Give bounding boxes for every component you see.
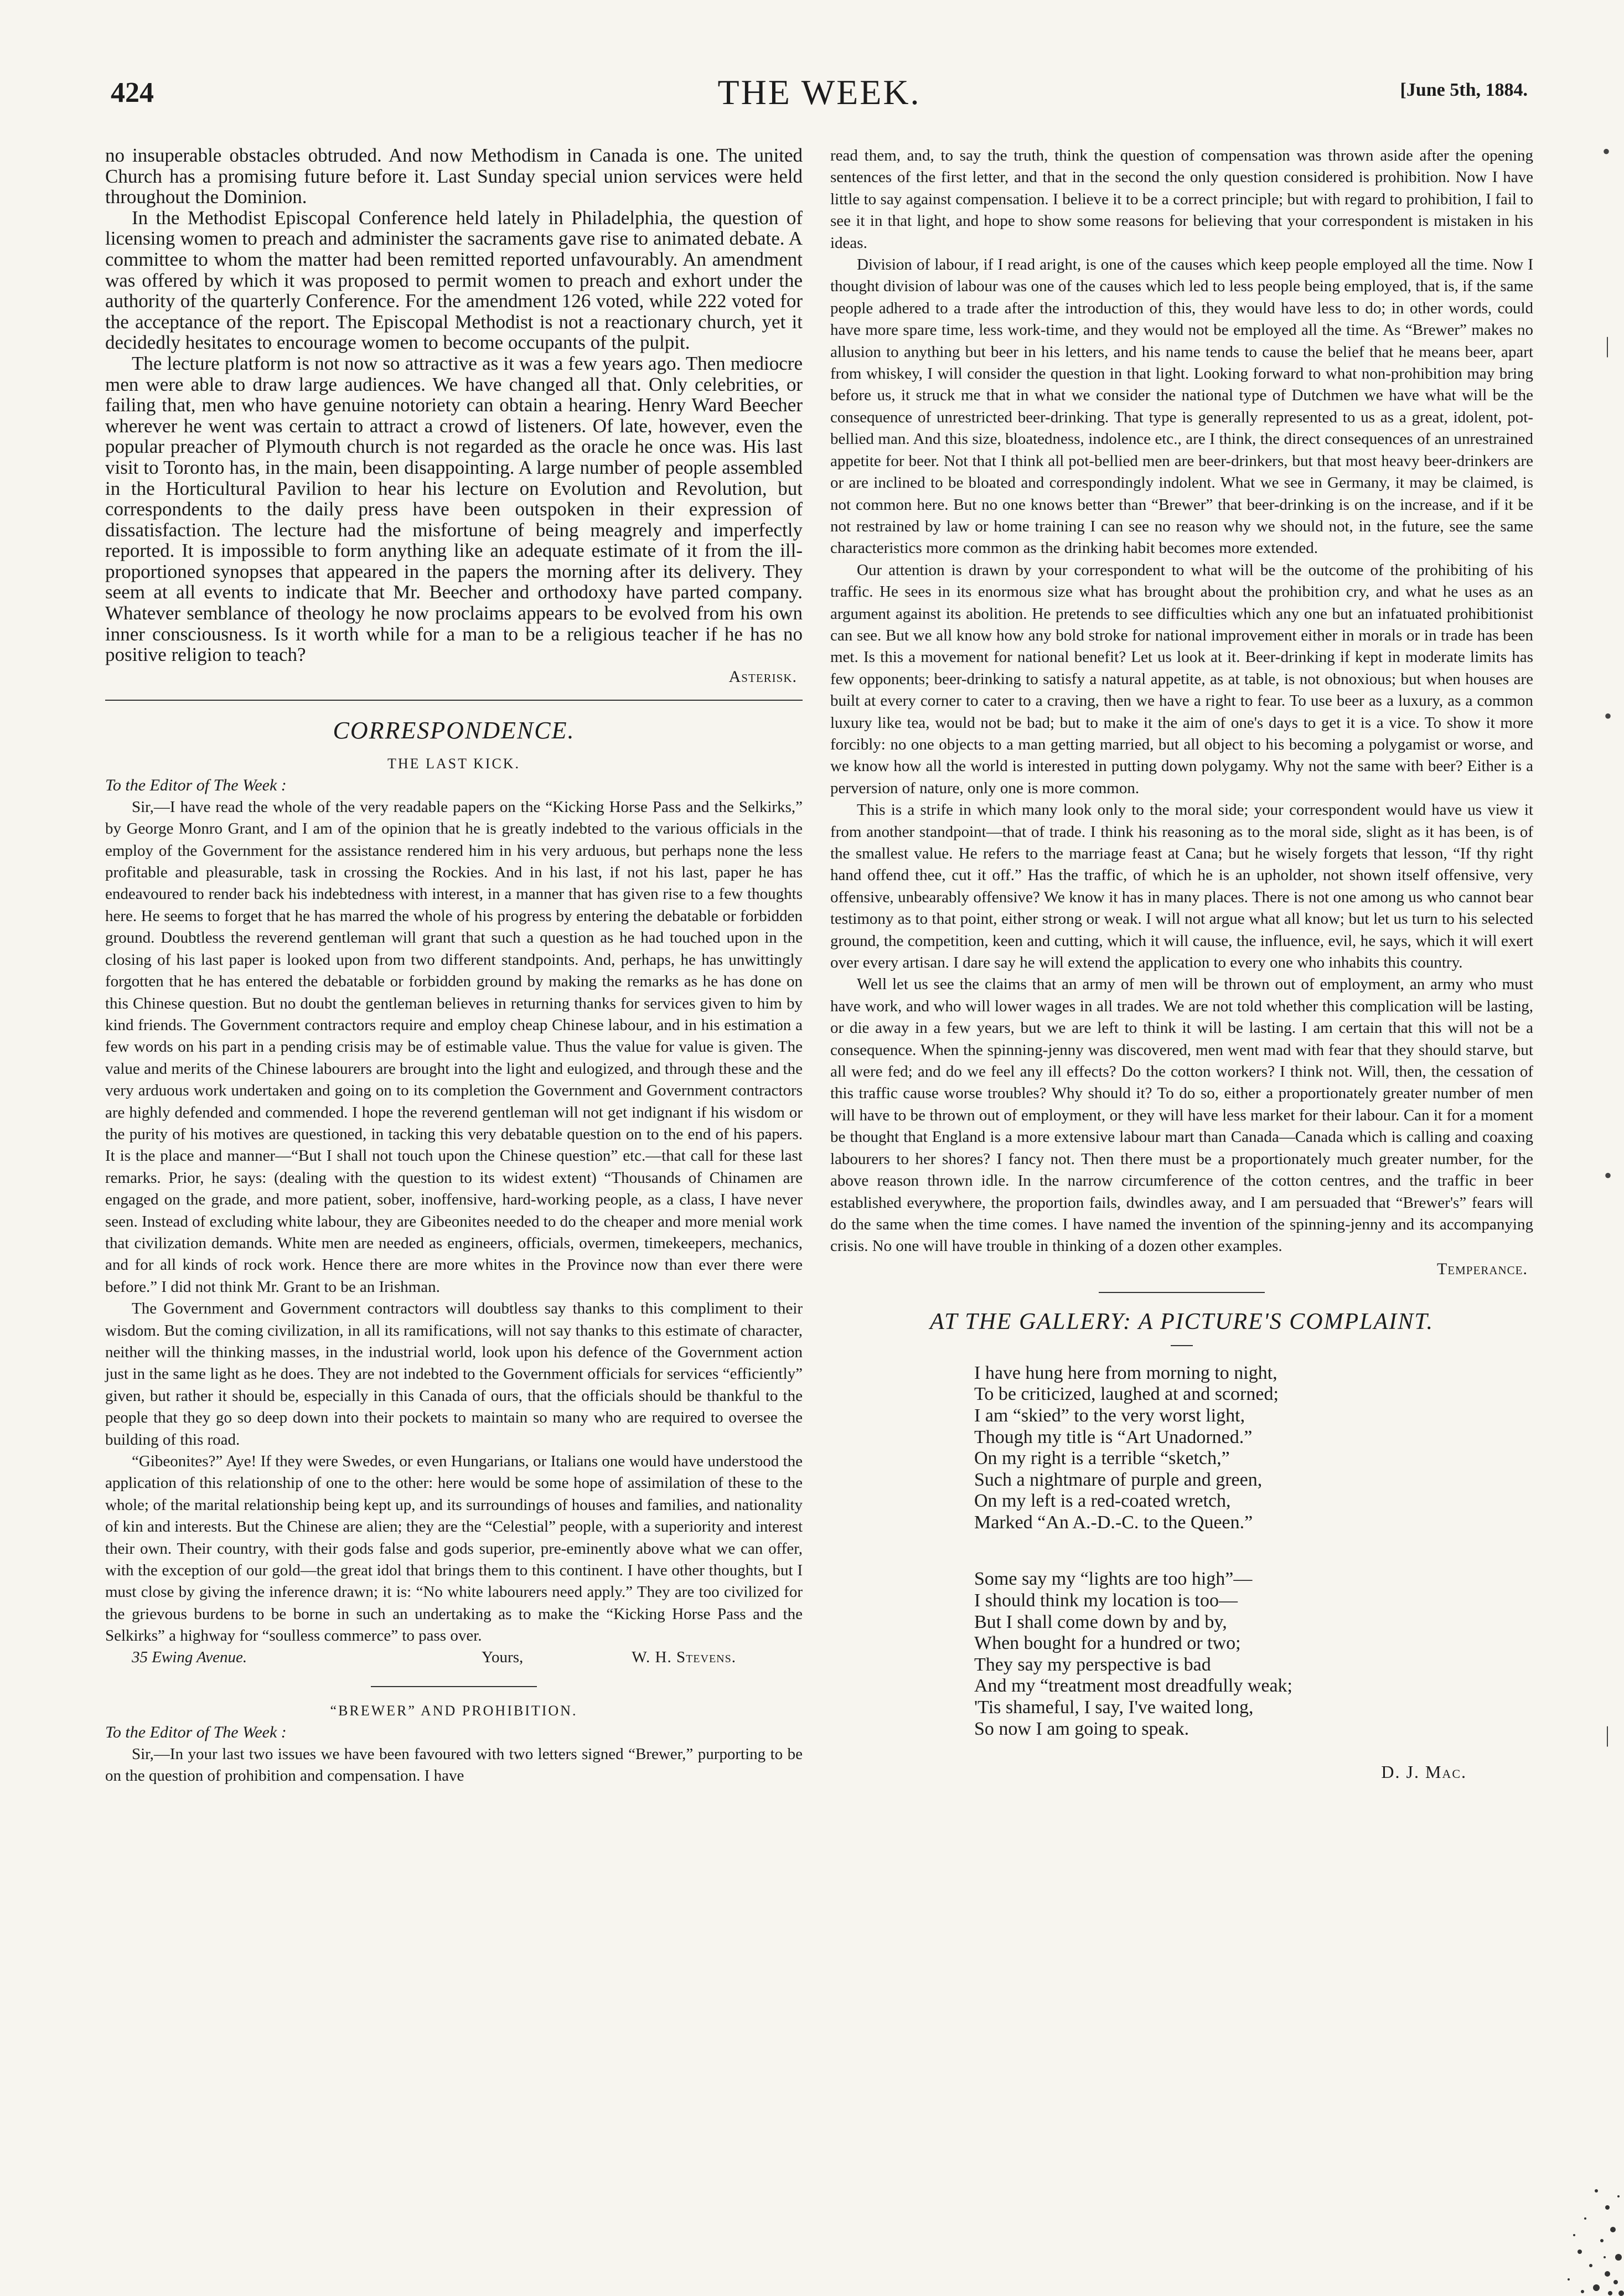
- letter-paragraph: Sir,—I have read the whole of the very readable papers on the “Kicking Horse Pass and the Selkirks,” by George Monro Grant, and I am of the opinion that he is greatly indebted to the various officials in the employ of the Government for the assistance rendered him in his very arduous, but perhaps none the less profitable and pleasurable, task in crossing the Rockies. And in his last, if not his last, paper he has endeavoured to render back his indebtedness with interest, in a manner that has given rise to a few thoughts here. He seems to forget that he has marred the whole of his progress by entering the debatable or forbidden ground. Doubtless the reverend gentleman will grant that such a question as he had touched upon in the closing of his last paper is looked upon from two different standpoints. And, perhaps, he has unwittingly forgotten that he has entered the debatable or forbidden ground by making the remarks as he has done on this Chinese question. But no doubt the gentleman believes in returning thanks for services given to him by kind friends. The Government contractors require and employ cheap Chinese labour, and in his estimation a few words on his part in a pending crisis may be of estimable value. Thus the value for value is given. The value and merits of the Chinese labourers are brought into the light and eulogized, and through these and the very arduous work undertaken and going on to its completion the Government and Government contractors are highly defended and commended. I hope the reverend gentleman will not get indignant if his wisdom or the purity of his motives are questioned, in tacking this very debatable question on to the end of his papers. It is the place and manner—“But I shall not touch upon the Chinese question” etc.—that call for these last remarks. Prior, he says: (dealing with the question to its widest extent) “Thousands of Chinamen are engaged on the grade, and more patient, sober, inoffensive, hard-working people, as a class, I have never seen. Instead of excluding white labour, they are Gibeonites needed to do the cheaper and more menial work that civilization demands. White men are needed as engineers, officials, overmen, timekeepers, mechanics, and for all kinds of rock work. Hence there are more whites in the Province now than ever there were before.” I did not think Mr. Grant to be an Irishman.: [105, 798, 803, 1296]
- letter-paragraph: Sir,—In your last two issues we have been favoured with two letters signed “Brewer,” purporting to be on the question of prohibition and compensation. I have: [105, 1745, 803, 1785]
- right-column: [830, 145, 1533, 1782]
- left-column: [105, 145, 803, 1787]
- poem-line: 'Tis shameful, I say, I've waited long,: [974, 1697, 1254, 1718]
- divider: [1099, 1292, 1265, 1293]
- note-paragraph: no insuperable obstacles obtruded. And now Methodism in Canada is one. The united Church has a promising future before it. Last Sunday special union services were held throughout the Dominion.: [105, 144, 803, 208]
- letter-title: THE LAST KICK.: [387, 755, 521, 772]
- poem-line: Though my title is “Art Unadorned.”: [974, 1426, 1253, 1447]
- poem-line: To be criticized, laughed at and scorned;: [974, 1384, 1279, 1405]
- margin-mark: •: [1604, 1163, 1612, 1188]
- issue-date: [June 5th, 1884.: [1400, 80, 1528, 100]
- poem-line: They say my perspective is bad: [974, 1654, 1211, 1675]
- note-paragraph: In the Methodist Episcopal Conference held lately in Philadelphia, the question of licensing women to preach and administer the sacraments gave rise to animated debate. A committee to whom the matter had been remitted reported unfavourably. An amendment was offered by which it was proposed to permit women to preach and exhort under the authority of the quarterly Conference. For the amendment 126 voted, while 222 voted for the acceptance of the report. The Episcopal Methodist is not a reactionary church, yet it decidedly hesitates to encourage women to become occupants of the pulpit.: [105, 206, 803, 354]
- divider: [1171, 1345, 1193, 1346]
- margin-mark: •: [1602, 139, 1611, 164]
- letter-paragraph: This is a strife in which many look only to the moral side; your correspondent would have us view it from another standpoint—that of trade. I think his reasoning as to the moral side, slight as it has been, is of the smallest value. He refers to the marriage feast at Cana; but he wisely forgets that lesson, “If thy right hand offend thee, cut it off.” Has the traffic, of which he is an upholder, not shown itself offensive, very offensive, unbearably offensive? We know it has in many places. There is not one among us who cannot bear testimony as to that point, either strong or weak. I will not argue what all know; but let us turn to his selected ground, the competition, keen and cutting, which it will cause, the influence, evil, he says, which it will exert over every artisan. I dare say he will extend the application to every one who inhabits this country.: [830, 801, 1533, 972]
- margin-mark: |: [1605, 1722, 1610, 1747]
- poem-line: On my right is a terrible “sketch,”: [974, 1448, 1230, 1469]
- poem-title: AT THE GALLERY: A PICTURE'S COMPLAINT.: [930, 1309, 1434, 1335]
- section-heading: CORRESPONDENCE.: [333, 716, 575, 744]
- poem-stanza: [830, 1569, 1533, 1740]
- letter-address: 35 Ewing Avenue.: [132, 1648, 247, 1666]
- poem-line: But I shall come down by and by,: [974, 1611, 1227, 1632]
- letter-valediction: Yours,: [482, 1648, 524, 1666]
- letter-paragraph: Division of labour, if I read aright, is one of the causes which keep people employed all the time. Now I thought division of labour was one of the causes which led to less people being employed, that is, if the same people adhered to a trade after the introduction of this, they would have less to do; in other words, could have more spare time, less work-time, and they would not be employed all the time. As “Brewer” makes no allusion to anything but beer in his letters, and his name tends to cause the belief that he means beer, apart from whiskey, I will consider the question in that light. Looking forward to what non-prohibition may bring before us, it struck me that in what we consider the national type of Dutchmen we have what will be the consequence of unrestricted beer-drinking. That type is generally represented to us as a great, idolent, pot-bellied man. And this size, bloatedness, indolence etc., are I think, the direct consequences of an unrestrained appetite for beer. Not that I think all pot-bellied men are beer-drinkers, but that most heavy beer-drinkers are or are inclined to be bloated and correspondingly indolent. What we see in Germany, it may be claimed, is not common here. But no one knows better than “Brewer” that beer-drinking is on the increase, and if it be not restrained by law or home training I can see no reason why we should not, in the future, see the same characteristics more common as the drinking habit becomes more extended.: [830, 256, 1533, 557]
- poem-line: When bought for a hundred or two;: [974, 1633, 1241, 1654]
- poem-line: I should think my location is too—: [974, 1590, 1238, 1611]
- note-paragraph: The lecture platform is not now so attractive as it was a few years ago. Then mediocre men were able to draw large audiences. We have changed all that. Only celebrities, or failing that, men who have genuine notoriety can obtain a hearing. Henry Ward Beecher wherever he went was certain to attract a crowd of listeners. Of late, however, even the popular preacher of Plymouth church is not regarded as the oracle he once was. His last visit to Toronto has, in the main, been disappointing. A large number of people assembled in the Horticultural Pavilion to hear his lecture on Evolution and Revolution, but correspondents to the daily press have been outspoken in their expression of dissatisfaction. The lecture had the misfortune of being meagrely and imperfectly reported. It is impossible to form anything like an adequate estimate of it from the ill-proportioned synopses that appeared in the papers the morning after its delivery. They seem at all events to indicate that Mr. Beecher and orthodoxy have parted company. Whatever semblance of theology he now proclaims appears to be evolved from his own inner consciousness. Is it worth while for a man to be a religious teacher if he has no positive religion to teach?: [105, 352, 803, 666]
- letter-signature: W. H. Stevens.: [632, 1648, 736, 1666]
- poem-line: Some say my “lights are too high”—: [974, 1569, 1253, 1590]
- letter-signature: Temperance.: [1436, 1259, 1528, 1278]
- poem-line: Such a nightmare of purple and green,: [974, 1469, 1263, 1490]
- letter-title: “BREWER” AND PROHIBITION.: [330, 1702, 578, 1719]
- poem-line: I am “skied” to the very worst light,: [974, 1405, 1245, 1426]
- divider: [371, 1686, 537, 1687]
- poem-line: I have hung here from morning to night,: [974, 1362, 1278, 1383]
- poem-line: So now I am going to speak.: [974, 1718, 1189, 1739]
- letter-addressee: To the Editor of The Week :: [105, 775, 287, 794]
- scan-speckle: [1530, 2169, 1624, 2296]
- letter-paragraph: Well let us see the claims that an army of men will be thrown out of employment, an army who must have work, and who will lower wages in all trades. We are not told whether this complication will be lasting, or die away in a few years, but we are left to think it will be lasting. I am certain that this will not be a consequence. When the spinning-jenny was discovered, men went mad with fear that they should starve, but all were fed; and do we feel any ill effects? Do the cotton workers? I think not. Will, then, the cessation of this traffic cause worse troubles? Why should it? To do so, either a proportionately greater number of men will have to be thrown out of employment, or they will have less market for their labour. Can it for a moment be thought that England is a more extensive labour mart than Canada—Canada which is calling and coaxing labourers to her shores? I fancy not. Then there must be a proportionately much greater number, for the above reason thrown idle. In the narrow circumference of the cotton centres, and the traffic in beer established everywhere, the proportion fails, dwindles away, and I am persuaded that “Brewer's” fears will do the same when the time comes. I have named the invention of the spinning-jenny and its accompanying crisis. No one will have trouble in thinking of a dozen other examples.: [830, 975, 1533, 1255]
- letter-addressee: To the Editor of The Week :: [105, 1723, 287, 1741]
- poem-signature: D. J. Mac.: [1381, 1762, 1467, 1782]
- masthead: [111, 72, 1528, 122]
- letter-paragraph: read them, and, to say the truth, think the question of compensation was thrown aside after the opening sentences of the first letter, and that in the second the only question considered is prohibition. Now I have little to say against compensation. I believe it to be a correct principle; but with regard to prohibition, I fail to see it in that light, and hope to show some reasons for believing that your correspondent is mistaken in his ideas.: [830, 147, 1533, 252]
- page-number: 424: [111, 77, 154, 108]
- poem-line: On my left is a red-coated wretch,: [974, 1491, 1231, 1512]
- notes-signature: Asterisk.: [728, 667, 797, 686]
- publication-title: THE WEEK.: [717, 73, 921, 112]
- letter-paragraph: “Gibeonites?” Aye! If they were Swedes, or even Hungarians, or Italians one would have understood the application of this relationship of one to the other: here would be some hope of assimilation of these to the whole; of the marital relationship being kept up, and its surroundings of houses and families, and nationality of kin and interests. But the Chinese are alien; they are the “Celestial” people, with a superiority and interest their own. Their country, with their gods false and gods superior, pre-eminently above what we can offer, with the exception of our gold—the great idol that brings them to this continent. I have other thoughts, but I must close by giving the inference drawn; it is: “No white labourers need apply.” They are too civilized for the grievous burdens to be borne in such an undertaking as to make the “Kicking Horse Pass and the Selkirks” a highway for “soulless commerce” to pass over.: [105, 1452, 803, 1645]
- divider: [105, 700, 803, 701]
- letter-paragraph: Our attention is drawn by your correspondent to what will be the outcome of the prohibiting of his traffic. He sees in its enormous size what has brought about the prohibition cry, and what he uses as an argument against its abolition. He pretends to see difficulties which any one but an infatuated prohibitionist can see. But we all know how any bold stroke for national improvement either in morals or in trade has been met. Is this a movement for national benefit? Let us look at it. Beer-drinking if kept in moderate limits has few opponents; beer-drinking to satisfy a natural appetite, as at table, is not obnoxious; but when houses are built at every corner to cater to a craving, then we have a right to fear. To use beer as a luxury, as a common luxury like tea, would not be bad; but to make it the aim of one's days to get it is a vice. To show it more forcibly: no one objects to a man getting married, but all object to his becoming a polygamist or worse, and we know how all the world is interested in putting down polygamy. Why not the same with beer? Either is a perversion of nature, only one is more common.: [830, 561, 1533, 797]
- margin-mark: •: [1604, 704, 1612, 728]
- poem-stanza: [830, 1363, 1533, 1534]
- poem-line: Marked “An A.-D.-C. to the Queen.”: [974, 1512, 1253, 1533]
- margin-mark: |: [1605, 333, 1610, 358]
- poem-line: And my “treatment most dreadfully weak;: [974, 1676, 1292, 1697]
- letter-closing: [105, 1648, 803, 1673]
- letter-paragraph: The Government and Government contractors will doubtless say thanks to this compliment to their wisdom. But the coming civilization, in all its ramifications, will not say thanks to this estimate of character, neither will the thinking masses, in the industrial world, look upon his defence of the Government action just in the same light as he does. They are not indebted to the Government officials for services “efficiently” given, but rather it should be, especially in this Canada of ours, that the officials should be thankful to the people that they go so deep down into their pockets to maintain so many who are required to oversee the building of this road.: [105, 1300, 803, 1449]
